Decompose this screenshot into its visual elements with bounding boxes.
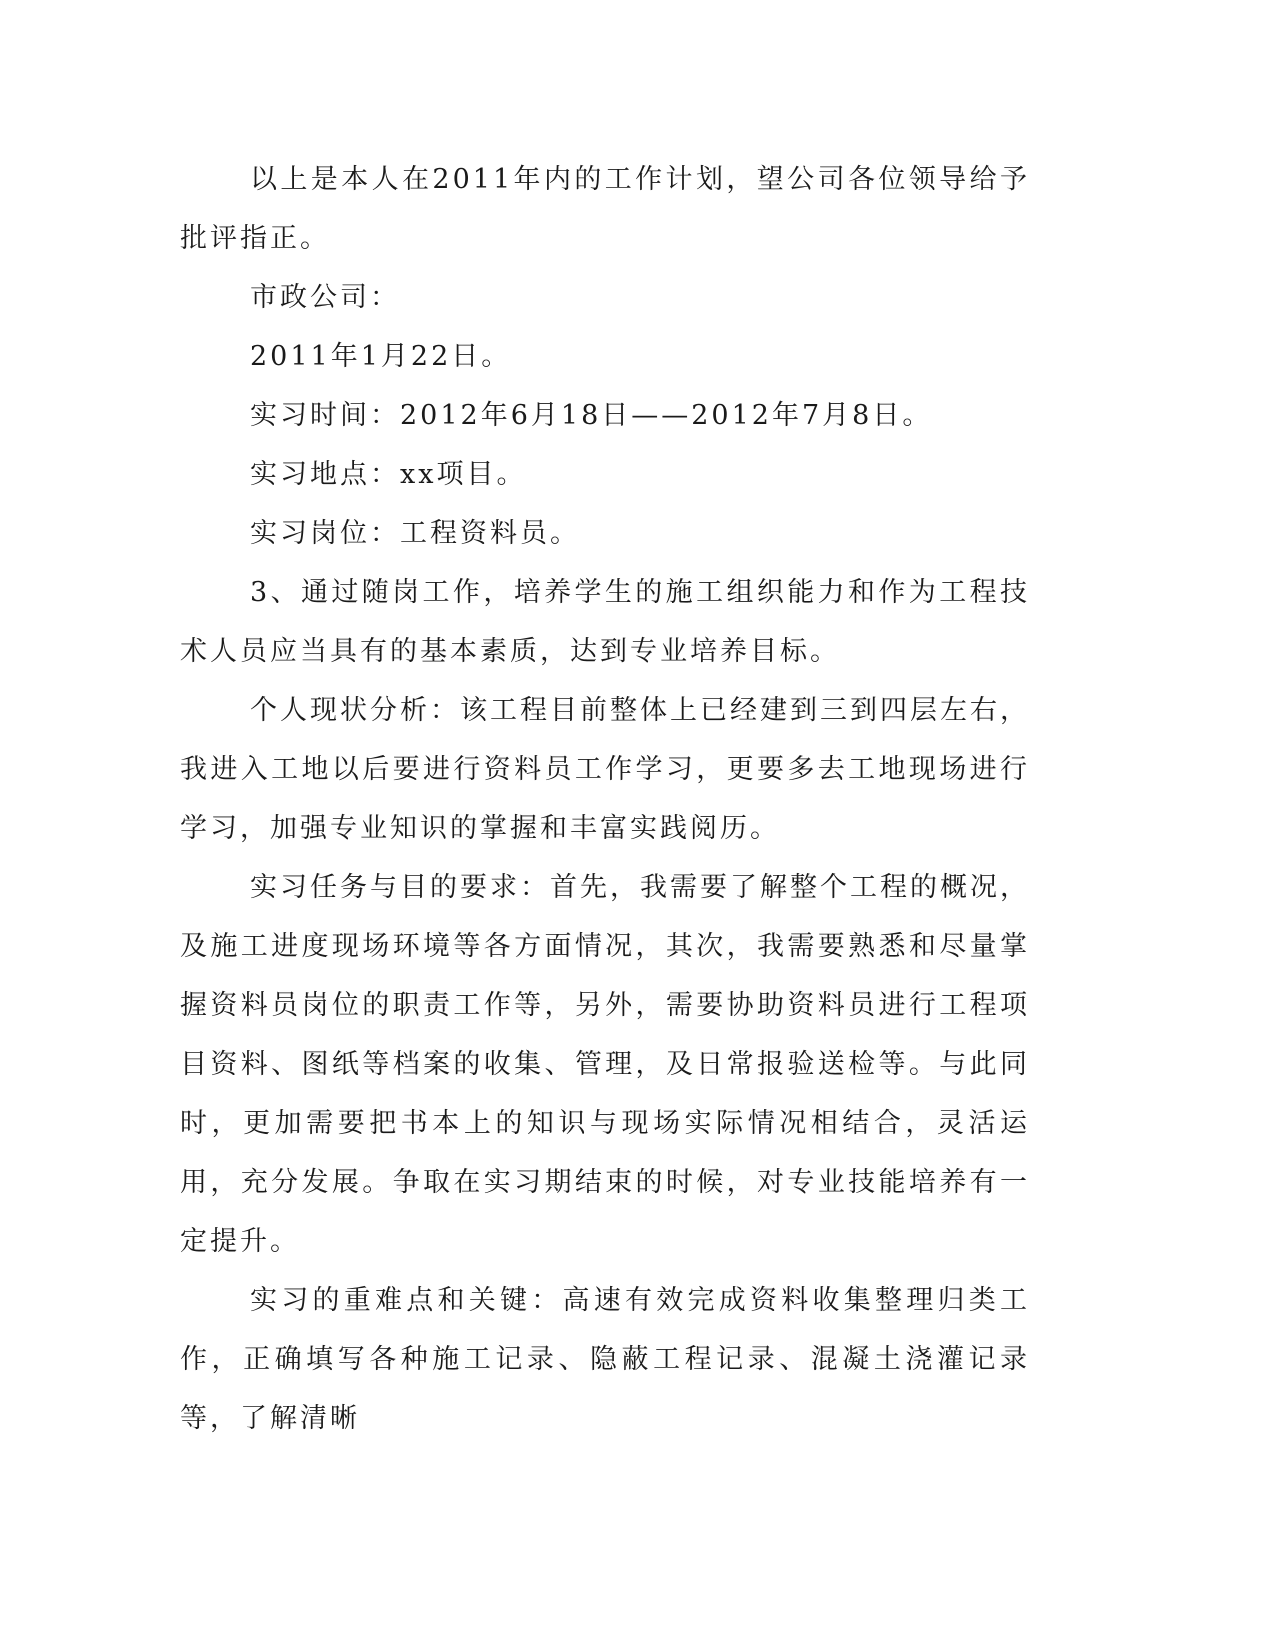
paragraph-work-plan-closing: 以上是本人在2011年内的工作计划，望公司各位领导给予批评指正。 — [180, 164, 1030, 254]
paragraph-tasks-requirements: 实习任务与目的要求：首先，我需要了解整个工程的概况，及施工进度现场环境等各方面情况，其次，我需要熟悉和尽量掌握资料员岗位的职责工作等，另外，需要协助资料员进行工程项目资料、图纸等档案的收集、管理，及日常报验送检等。与此同时，更加需要把书本上的知识与现场实际情况相结合，灵活运用，充分发展。争取在实习期结束的时候，对专业技能培养有一定提升。 — [180, 872, 1030, 1257]
paragraph-status-analysis: 个人现状分析：该工程目前整体上已经建到三到四层左右，我进入工地以后要进行资料员工作学习，更要多去工地现场进行学习，加强专业知识的掌握和丰富实践阅历。 — [180, 695, 1030, 844]
paragraph-signature-date: 2011年1月22日。 — [250, 341, 512, 372]
paragraph-internship-time: 实习时间：2012年6月18日——2012年7月8日。 — [250, 400, 933, 431]
paragraph-signature-company: 市政公司： — [250, 282, 400, 313]
document-page — [180, 150, 1030, 1448]
paragraph-key-points: 实习的重难点和关键：高速有效完成资料收集整理归类工作，正确填写各种施工记录、隐蔽工程记录、混凝土浇灌记录等，了解清晰 — [180, 1285, 1030, 1434]
paragraph-internship-location: 实习地点：xx项目。 — [250, 459, 527, 490]
paragraph-training-goal: 3、通过随岗工作，培养学生的施工组织能力和作为工程技术人员应当具有的基本素质，达到专业培养目标。 — [180, 577, 1030, 667]
paragraph-internship-position: 实习岗位：工程资料员。 — [250, 518, 580, 549]
